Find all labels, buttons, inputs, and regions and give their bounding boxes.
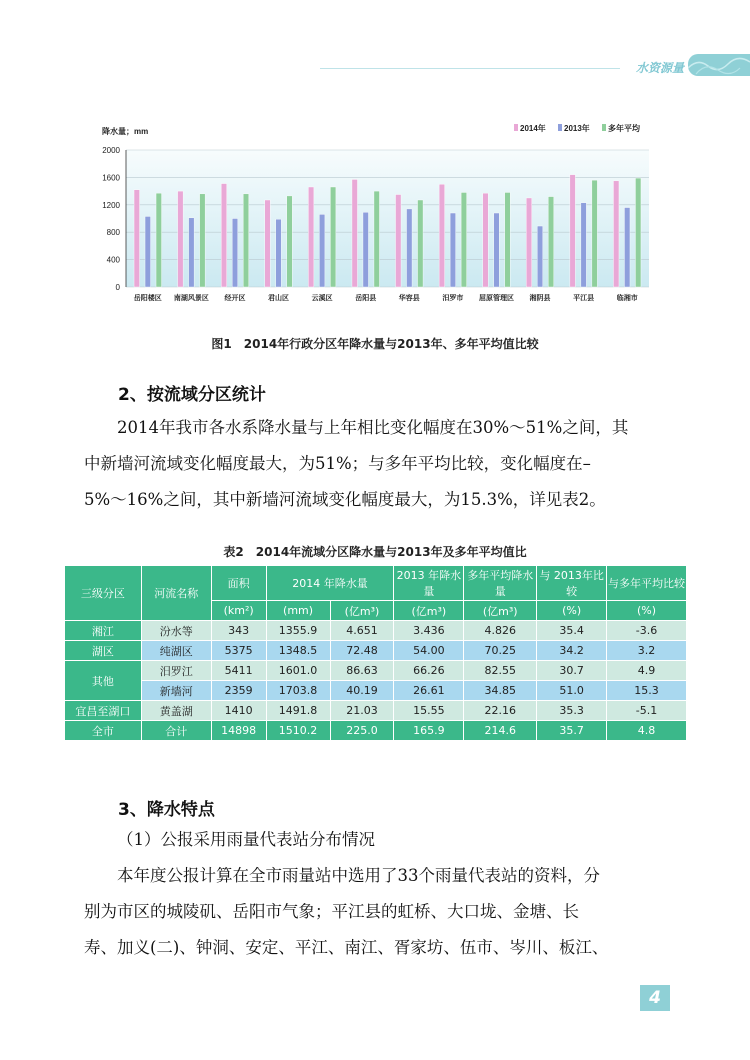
- unit-pct-avg: (%): [607, 601, 687, 621]
- unit-volume-2014: (亿m³): [330, 601, 394, 621]
- table-row: [65, 681, 687, 701]
- cell: 165.9: [394, 721, 464, 741]
- section2-line-2: 中新墙河流域变化幅度最大，为51%；与多年平均比较，变化幅度在–: [84, 454, 591, 473]
- table-row: [65, 621, 687, 641]
- cell: 合计: [141, 721, 211, 741]
- chart-canvas: [94, 112, 659, 327]
- cell: 70.25: [464, 641, 537, 661]
- zone-label: 其他: [65, 661, 142, 701]
- cell: 30.7: [537, 661, 607, 681]
- section3-paragraph: [84, 822, 674, 966]
- bar: [439, 184, 445, 287]
- x-tick-label: 汨罗市: [442, 295, 464, 302]
- bar: [374, 191, 380, 287]
- bar: [352, 179, 358, 287]
- bar: [570, 175, 576, 287]
- bar: [145, 216, 151, 287]
- cell: 1355.9: [266, 621, 330, 641]
- cell: 35.3: [537, 701, 607, 721]
- cell: 82.55: [464, 661, 537, 681]
- bar: [635, 178, 641, 287]
- section3-line-2: 别为市区的城陵矶、岳阳市气象；平江县的虹桥、大口垅、金塘、长: [84, 902, 579, 921]
- section3-heading: 3、降水特点: [118, 800, 215, 820]
- cell: 1410: [211, 701, 266, 721]
- cell: 34.85: [464, 681, 537, 701]
- cell: 5375: [211, 641, 266, 661]
- bar: [592, 180, 598, 287]
- bar: [505, 192, 511, 287]
- bar: [450, 213, 456, 287]
- cell: 26.61: [394, 681, 464, 701]
- bar: [526, 198, 532, 287]
- bar: [330, 187, 336, 287]
- table2-caption: 表2 2014年流域分区降水量与2013年及多年平均值比: [223, 545, 527, 559]
- table-row-total: [65, 721, 687, 741]
- th-avg: 多年平均降水量: [464, 566, 537, 601]
- y-tick-label: 1600: [102, 173, 120, 183]
- cell: 22.16: [464, 701, 537, 721]
- cell: 黄盖湖: [141, 701, 211, 721]
- th-rain2014: 2014 年降水量: [266, 566, 394, 601]
- cell: 4.651: [330, 621, 394, 641]
- zone-label: 全市: [65, 721, 142, 741]
- cell: 40.19: [330, 681, 394, 701]
- cell: 214.6: [464, 721, 537, 741]
- cell: 225.0: [330, 721, 394, 741]
- x-tick-label: 平江县: [573, 295, 595, 302]
- cell: 14898: [211, 721, 266, 741]
- cell: 343: [211, 621, 266, 641]
- cell: 新墙河: [141, 681, 211, 701]
- table-row: [65, 661, 687, 681]
- cell: 51.0: [537, 681, 607, 701]
- cell: -5.1: [607, 701, 687, 721]
- unit-volume-avg: (亿m³): [464, 601, 537, 621]
- cell: 35.4: [537, 621, 607, 641]
- bar: [418, 200, 424, 287]
- x-tick-label: 经开区: [224, 295, 246, 302]
- bar: [200, 194, 206, 287]
- x-tick-label: 君山区: [268, 295, 290, 302]
- section3-line-3: 寿、加义(二)、钟洞、安定、平江、南江、胥家坊、伍市、岑川、板江、: [84, 938, 609, 957]
- cell: 35.7: [537, 721, 607, 741]
- bar: [156, 193, 162, 287]
- cell: 1491.8: [266, 701, 330, 721]
- legend-label: 2013年: [564, 124, 590, 133]
- x-tick-label: 岳阳楼区: [133, 295, 162, 302]
- cell: 4.826: [464, 621, 537, 641]
- table-row: [65, 641, 687, 661]
- cell: 1348.5: [266, 641, 330, 661]
- section2-line-3: 5%～16%之间，其中新墙河流域变化幅度最大，为15.3%，详见表2。: [84, 490, 606, 509]
- cell: 1601.0: [266, 661, 330, 681]
- bar: [221, 184, 227, 287]
- bar: [363, 212, 369, 287]
- cell: 15.3: [607, 681, 687, 701]
- section3-line-1: 本年度公报计算在全市雨量站中选用了33个雨量代表站的资料，分: [117, 866, 600, 885]
- cell: 72.48: [330, 641, 394, 661]
- table-row: [65, 701, 687, 721]
- legend-label: 多年平均: [608, 124, 640, 133]
- cell: 15.55: [394, 701, 464, 721]
- cell: 汨罗江: [141, 661, 211, 681]
- header-rule: [320, 68, 620, 69]
- cell: 5411: [211, 661, 266, 681]
- legend-swatch: [514, 124, 518, 131]
- section2-paragraph: [84, 410, 674, 518]
- figure1-caption: 图1 2014年行政分区年降水量与2013年、多年平均值比较: [211, 337, 539, 351]
- header-wave-band: [688, 54, 750, 76]
- table-header-row: [65, 566, 687, 601]
- bar: [494, 213, 500, 287]
- cell: 66.26: [394, 661, 464, 681]
- y-tick-label: 0: [115, 283, 120, 292]
- bar: [178, 191, 184, 287]
- unit-pct-2013: (%): [537, 601, 607, 621]
- x-tick-label: 岳阳县: [355, 295, 377, 302]
- bar: [189, 218, 195, 287]
- cell: 2359: [211, 681, 266, 701]
- cell: 1703.8: [266, 681, 330, 701]
- bar: [613, 181, 619, 287]
- bar: [537, 226, 543, 287]
- y-tick-label: 2000: [102, 146, 120, 155]
- bar: [243, 194, 249, 287]
- running-header-title: 水资源量: [636, 61, 685, 75]
- bar: [461, 192, 467, 287]
- rainfall-bar-chart: [94, 112, 659, 327]
- bar: [308, 187, 314, 287]
- section2-line-1: 2014年我市各水系降水量与上年相比变化幅度在30%～51%之间，其: [117, 418, 629, 437]
- th-rain2013: 2013 年降水量: [394, 566, 464, 601]
- bar: [232, 219, 238, 288]
- section2-heading: 2、按流域分区统计: [118, 385, 266, 405]
- x-tick-label: 湘阴县: [529, 295, 551, 302]
- cell: 34.2: [537, 641, 607, 661]
- cell: 3.436: [394, 621, 464, 641]
- th-cmpavg: 与多年平均比较: [607, 566, 687, 601]
- cell: 86.63: [330, 661, 394, 681]
- legend-swatch: [602, 124, 606, 131]
- page-number: 4: [640, 985, 670, 1011]
- bar: [483, 193, 489, 287]
- zone-label: 宜昌至湖口: [65, 701, 142, 721]
- unit-area: (km²): [211, 601, 266, 621]
- bar: [548, 197, 554, 287]
- cell: 纯湖区: [141, 641, 211, 661]
- y-tick-label: 1200: [102, 200, 120, 210]
- bar: [276, 219, 282, 287]
- bar: [581, 203, 587, 287]
- x-tick-label: 屈原管理区: [478, 295, 514, 302]
- wave-decoration-icon: [688, 54, 750, 76]
- cell: 21.03: [330, 701, 394, 721]
- cell: 3.2: [607, 641, 687, 661]
- cell: 54.00: [394, 641, 464, 661]
- section3-subheading: （1）公报采用雨量代表站分布情况: [117, 830, 375, 849]
- th-cmp2013: 与 2013年比较: [537, 566, 607, 601]
- cell: 1510.2: [266, 721, 330, 741]
- unit-volume-2013: (亿m³): [394, 601, 464, 621]
- x-tick-label: 云溪区: [311, 295, 333, 302]
- basin-rainfall-table: [64, 565, 687, 741]
- bar: [319, 214, 325, 287]
- cell: 汾水等: [141, 621, 211, 641]
- th-river: 河流名称: [141, 566, 211, 621]
- y-tick-label: 800: [106, 228, 120, 238]
- th-zone: 三级分区: [65, 566, 142, 621]
- unit-depth: (mm): [266, 601, 330, 621]
- legend-swatch: [558, 124, 562, 131]
- legend-label: 2014年: [520, 124, 546, 133]
- bar: [265, 200, 271, 287]
- cell: -3.6: [607, 621, 687, 641]
- bar: [134, 190, 140, 287]
- y-axis-label: 降水量；mm: [102, 127, 149, 136]
- cell: 4.8: [607, 721, 687, 741]
- x-tick-label: 南湖风景区: [173, 295, 209, 302]
- bar: [407, 209, 413, 287]
- x-tick-label: 华容县: [398, 295, 420, 302]
- cell: 4.9: [607, 661, 687, 681]
- th-area: 面积: [211, 566, 266, 601]
- x-tick-label: 临湘市: [616, 295, 638, 302]
- bar: [287, 196, 293, 287]
- bar: [624, 208, 630, 287]
- zone-label: 湘江: [65, 621, 142, 641]
- y-tick-label: 400: [106, 255, 120, 265]
- bar: [396, 195, 402, 287]
- zone-label: 湖区: [65, 641, 142, 661]
